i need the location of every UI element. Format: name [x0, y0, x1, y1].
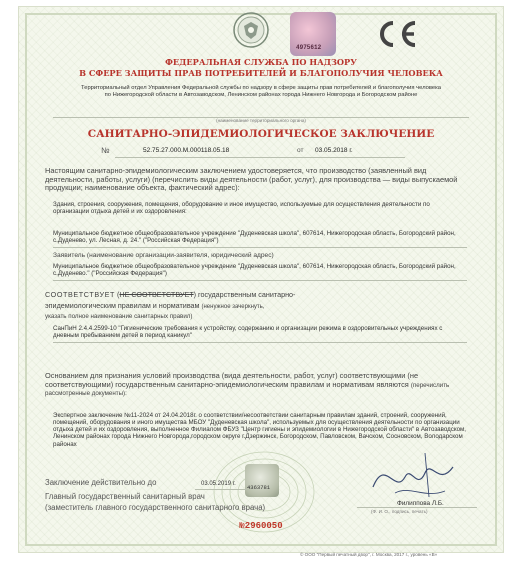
basis-hint: (перечислить рассмотренные документы):: [45, 381, 450, 398]
signature: [365, 447, 461, 503]
signer-name: Филиппова Л.Б.: [397, 500, 444, 507]
certificate-date: 03.05.2018 г.: [315, 147, 353, 154]
agency-title-line2: В СФЕРЕ ЗАЩИТЫ ПРАВ ПОТРЕБИТЕЛЕЙ И БЛАГОПОЛУЧИЯ ЧЕЛОВЕКА: [79, 68, 443, 78]
basis-documents: Экспертное заключение №11-2024 от 24.04.2018г. о соответствии/несоответствии санитарным правилам зданий, строений, сооружений, помещений, оборудования и иного имущества МБОУ "Дуденевская школа", используемых для осуществления деятельности по организации отдыха детей и их оздоровления, выполненное Филиалом ФБУЗ "Центр гигиены и эпидемиологии в Нижегородской области" в Автозаводском, Ленинском районах города Нижнего Новгорода,городском округе г.Дзержинск, Богородском, Павловском, Вачском, Сосновском, Володарском районах: [53, 412, 467, 448]
object-text: Муниципальное бюджетное общеобразовательное учреждение "Дуденевская школа", 607614, Нижегородская область, Богородский район, с.Дуденево, ул. Лесная, д. 24." ("Российская Федерация"): [53, 230, 456, 245]
compliance-strikethrough: НЕ СООТВЕТСТВУЕТ: [119, 290, 194, 299]
compliance-rest1: государственным санитарно-: [198, 290, 296, 299]
date-from-label: от: [297, 147, 304, 154]
validity-rule: [195, 489, 247, 490]
compliance-line3: указать полное наименование санитарных правил): [45, 313, 193, 320]
certification-logo: [369, 19, 431, 49]
hologram-number: 4975612: [296, 44, 322, 51]
basis-text: Основанием для признания условий производства (вида деятельности, работ, услуг) соответствующими (не соответствующими) государственным санитарно-эпидемиологическим правилам и нормативам являются: [45, 371, 419, 389]
basis-paragraph: [45, 372, 477, 398]
compliance-word: СООТВЕТСТВУЕТ: [45, 290, 116, 299]
activity-text: Здания, строения, сооружения, помещения, оборудование и иное имущество, используемые для осуществления деятельности по организации отдыха детей и их оздоровления:: [53, 201, 430, 216]
compliance-hint: (ненужное зачеркнуть,: [201, 304, 265, 310]
signer-title: Главный государственный санитарный врач: [45, 492, 205, 501]
coat-of-arms-emblem: [232, 11, 270, 49]
agency-title-line1: ФЕДЕРАЛЬНАЯ СЛУЖБА ПО НАДЗОРУ: [165, 57, 357, 67]
compliance-line1: СООТВЕТСТВУЕТ (НЕ СООТВЕТСТВУЕТ) государственным санитарно-: [45, 290, 296, 299]
department-caption: (наименование территориального органа): [216, 118, 306, 123]
rules-rule: [53, 342, 467, 343]
certificate-number: 52.75.27.000.М.000118.05.18: [143, 147, 230, 154]
document-title: САНИТАРНО-ЭПИДЕМИОЛОГИЧЕСКОЕ ЗАКЛЮЧЕНИЕ: [87, 128, 435, 140]
hologram-sticker: [290, 12, 336, 56]
applicant-text: Муниципальное бюджетное общеобразовательное учреждение "Дуденевская школа", 607614, Нижегородская область, Богородский район, с.Дуденево." ("Российская Федерация"): [53, 263, 456, 278]
printer-imprint: © ООО "Первый печатный двор", г. Москва, 2017 г., уровень «В»: [300, 552, 438, 557]
certificate-page: [18, 6, 504, 553]
department-name: Территориальный отдел Управления Федеральной службы по надзору в сфере защиты прав потребителей и благополучия человека по Нижегородской области в Автозаводском, Ленинском районах города Нижнего Новгорода и Богородском районе: [81, 85, 441, 98]
form-serial-number: №2960050: [239, 521, 283, 531]
compliance-line2: [45, 302, 485, 311]
signature-caption: (Ф. И. О., подпись, печать): [371, 509, 428, 514]
sanitary-rules-text: СанПиН 2.4.4.2599-10 "Гигиенические требования к устройству, содержанию и организации режима в оздоровительных учреждениях с дневным пребыванием детей в период каникул": [53, 325, 443, 340]
validity-label: Заключение действительно до: [45, 478, 157, 487]
number-label: №: [101, 146, 110, 155]
validity-date: 03.05.2019 г.: [201, 481, 236, 487]
stamp-sticker: [245, 464, 279, 497]
applicant-label: Заявитель (наименование организации-заявителя, юридический адрес): [53, 252, 274, 259]
number-rule: [115, 157, 405, 158]
compliance-rest2: эпидемиологическим правилам и нормативам: [45, 301, 200, 310]
applicant-rule: [53, 280, 467, 281]
signer-title-deputy: (заместитель главного государственного санитарного врача): [45, 503, 266, 512]
object-rule: [53, 247, 467, 248]
stamp-number: 4363781: [247, 484, 271, 491]
intro-paragraph: Настоящим санитарно-эпидемиологическим заключением удостоверяется, что производство (заявленный вид деятельности, работы, услуги) (перечислить виды деятельности (работ, услуг), для производства — виды выпускаемой продукции; наименование объекта, фактический адрес):: [45, 166, 458, 193]
